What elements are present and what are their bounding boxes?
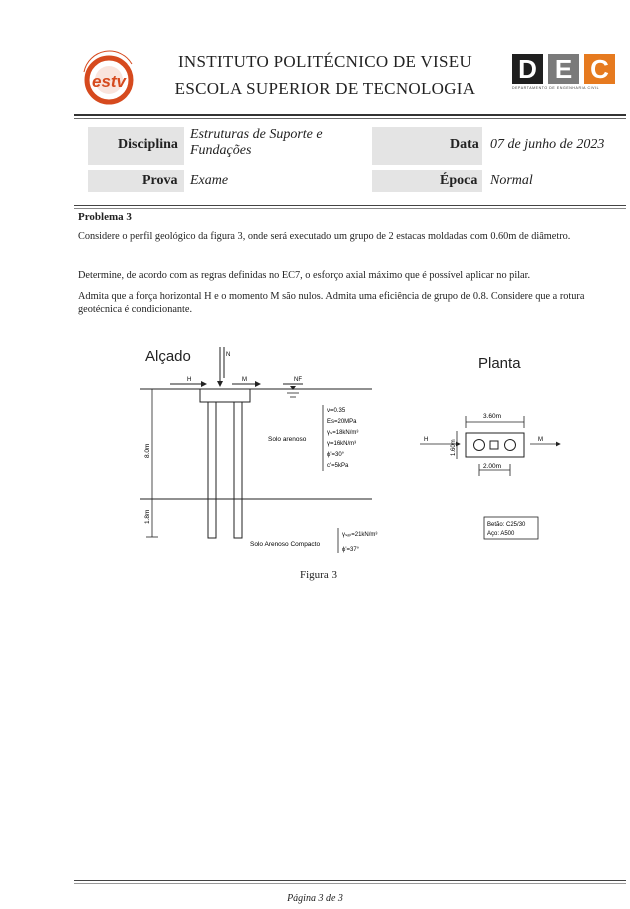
layer1-prop-c: c'=5kPa [327, 463, 349, 469]
material-steel: Aço: A500 [487, 531, 515, 537]
prova-label: Prova [142, 173, 178, 188]
layer1-prop-nu: ν=0.35 [327, 408, 346, 414]
dec-letter-e: E [548, 54, 579, 84]
figure-caption: Figura 3 [300, 569, 337, 581]
disciplina-value-1: Estruturas de Suporte e [190, 127, 323, 142]
data-label: Data [450, 137, 479, 152]
logo-text: estv [91, 72, 127, 91]
layer2-prop-gamma-sat: γₛₐₜ=21kN/m³ [342, 532, 378, 538]
footer-rule-thin [74, 883, 626, 884]
dec-letter-c: C [584, 54, 615, 84]
layer1-prop-phi: ϕ'=30° [327, 452, 345, 458]
epoca-value: Normal [490, 173, 533, 188]
depth-8m-label: 8.0m [144, 443, 151, 458]
h-label: H [187, 377, 192, 383]
pile-left [208, 402, 216, 538]
school-name: ESCOLA SUPERIOR DE TECNOLOGIA [174, 79, 476, 98]
layer1-name: Solo arenoso [268, 436, 307, 443]
footer-rule [74, 880, 626, 881]
m-label: M [242, 377, 247, 383]
pile-cap [200, 389, 250, 402]
layer1-prop-gamma: γ=16kN/m³ [327, 441, 357, 447]
plan-width-label: 3.60m [483, 413, 502, 420]
disciplina-label: Disciplina [118, 137, 178, 152]
disciplina-value-2: Fundações [190, 143, 252, 158]
layer1-prop-es: Es=20MPa [327, 419, 357, 425]
nf-label: NF [294, 377, 302, 383]
problem-title: Problema 3 [78, 211, 132, 223]
plan-spacing-label: 2.00m [483, 463, 502, 470]
alcado-title: Alçado [145, 348, 191, 365]
layer2-name: Solo Arenoso Compacto [250, 541, 321, 548]
layer2-prop-phi: ϕ'=37° [342, 547, 360, 553]
dec-subtitle: DEPARTAMENTO DE ENGENHARIA CIVIL [512, 86, 600, 90]
layer1-prop-gamma-s: γₛ=18kN/m³ [327, 430, 359, 436]
data-value: 07 de junho de 2023 [490, 137, 605, 152]
pile-right [234, 402, 242, 538]
problem-paragraph-3: Admita que a força horizontal H e o momento M são nulos. Admita uma eficiência de grupo de 0.8. Considere que a rotura geotécnica é condicionante. [78, 291, 585, 315]
institution-name: INSTITUTO POLITÉCNICO DE VISEU [177, 52, 473, 71]
page-number: Página 3 de 3 [287, 893, 343, 904]
plan-h-label: H [424, 437, 429, 443]
n-label: N [226, 352, 231, 358]
prova-value: Exame [190, 173, 229, 188]
material-concrete: Betão: C25/30 [487, 522, 526, 528]
depth-1-8m-label: 1.8m [144, 509, 151, 524]
plan-height-label: 1.60m [451, 439, 457, 456]
epoca-label: Época [440, 173, 478, 188]
planta-title: Planta [478, 355, 521, 372]
problem-paragraph-1: Considere o perfil geológico da figura 3, onde será executado um grupo de 2 estacas moldadas com 0.60m de diâmetro. [78, 231, 571, 242]
plan-m-label: M [538, 437, 543, 443]
problem-paragraph-2: Determine, de acordo com as regras definidas no EC7, o esforço axial máximo que é possível aplicar no pilar. [78, 270, 531, 281]
dec-letter-d: D [512, 54, 543, 84]
